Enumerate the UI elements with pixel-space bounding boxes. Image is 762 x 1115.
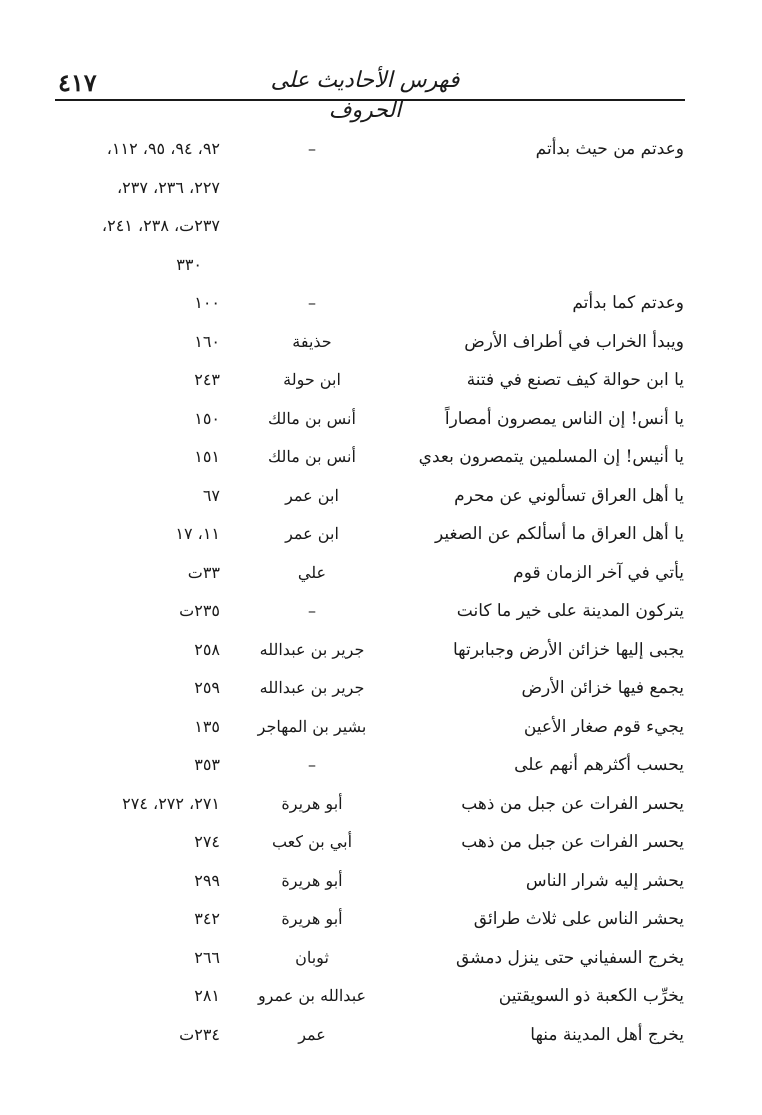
page-references: ٢٣٤ت (179, 1024, 220, 1044)
page-references: ١١، ١٧ (175, 524, 220, 543)
narrator: – (308, 755, 316, 774)
hadith-text: يا أنيس! إن المسلمين يتمصرون بعدي (418, 447, 684, 467)
index-entry (0, 900, 762, 939)
hadith-text: يخرج أهل المدينة منها (530, 1024, 684, 1045)
narrator: أنس بن مالك (268, 447, 356, 466)
narrator: أنس بن مالك (268, 408, 356, 428)
page-references: ٣٣ت (187, 562, 220, 582)
page-references: ٢٤٣ (194, 370, 220, 389)
hadith-text: يجيء قوم صغار الأعين (523, 716, 684, 737)
hadith-text: يحسر الفرات عن جبل من ذهب (461, 793, 684, 814)
hadith-text: يحشر الناس على ثلاث طرائق (473, 909, 684, 929)
index-entry (0, 284, 762, 323)
hadith-text: يا ابن حوالة كيف تصنع في فتنة (466, 370, 684, 390)
hadith-text: يخرِّب الكعبة ذو السويقتين (498, 986, 684, 1006)
page-references: ٢٧٤ (194, 832, 220, 851)
page-references: ١٥٠ (194, 408, 220, 428)
narrator: علي (297, 562, 327, 582)
narrator: جرير بن عبدالله (259, 639, 365, 659)
hadith-text: ويبدأ الخراب في أطراف الأرض (464, 331, 684, 352)
page-references: ٢٩٩ (194, 870, 220, 890)
hadith-text: وعدتم من حيث بدأتم (535, 139, 684, 159)
narrator: – (308, 293, 316, 312)
page-references: ٣٤٢ (194, 909, 220, 928)
narrator: أبو هريرة (281, 870, 343, 890)
index-entry (0, 862, 762, 901)
hadith-text: يا أنس! إن الناس يمصرون أمصاراً (444, 408, 684, 429)
reference-line: ٢٣٧ت، ٢٣٨، ٢٤١، (101, 216, 220, 235)
narrator: ابن حولة (283, 370, 341, 389)
page-references: ٢٧١، ٢٧٢، ٢٧٤ (122, 793, 220, 813)
hadith-text: يحسب أكثرهم أنهم على (514, 755, 684, 775)
reference-line: ٩٢، ٩٤، ٩٥، ١١٢، (106, 139, 220, 158)
narrator: ثوبان (295, 947, 329, 967)
narrator: أبو هريرة (281, 909, 343, 928)
index-entry (0, 1016, 762, 1055)
page-header (0, 0, 762, 123)
narrator: ابن عمر (285, 485, 339, 505)
page-references (55, 130, 220, 284)
index-table (0, 130, 762, 1054)
hadith-text: يحشر إليه شرار الناس (525, 870, 684, 891)
page-references: ١٣٥ (194, 716, 220, 736)
hadith-text: يجبى إليها خزائن الأرض وجبابرتها (452, 639, 684, 660)
hadith-text: يأتي في آخر الزمان قوم (513, 562, 684, 583)
index-entry (0, 939, 762, 978)
narrator: – (308, 139, 316, 158)
page-references: ٢٨١ (194, 986, 220, 1005)
index-entry (0, 361, 762, 400)
index-entry (0, 438, 762, 477)
index-entry (0, 785, 762, 824)
index-entry (0, 977, 762, 1016)
narrator: – (308, 601, 316, 620)
page-references: ٣٥٣ (194, 755, 220, 774)
index-entry (0, 477, 762, 516)
index-entry (0, 400, 762, 439)
reference-line: ٣٣٠ (176, 254, 202, 274)
index-entry (0, 323, 762, 362)
index-entry (0, 746, 762, 785)
index-entry (0, 631, 762, 670)
narrator: بشير بن المهاجر (257, 716, 367, 736)
page-references: ٢٣٥ت (179, 601, 220, 620)
index-entry (0, 669, 762, 708)
page-references: ١٥١ (194, 447, 220, 466)
reference-line: ٢٢٧، ٢٣٦، ٢٣٧، (116, 177, 220, 197)
narrator: جرير بن عبدالله (259, 678, 365, 697)
index-entry (0, 592, 762, 631)
index-entry (0, 130, 762, 284)
narrator: عبدالله بن عمرو (257, 986, 367, 1005)
hadith-text: يا أهل العراق ما أسألكم عن الصغير (434, 524, 684, 544)
page-references: ٢٥٨ (194, 639, 220, 659)
page-references: ٢٦٦ (194, 947, 220, 967)
page-references: ١٦٠ (194, 331, 220, 351)
page-references: ٦٧ (202, 485, 220, 505)
index-entry (0, 554, 762, 593)
narrator: عمر (298, 1024, 326, 1044)
header-rule (55, 99, 685, 101)
index-entry (0, 515, 762, 554)
narrator: أبي بن كعب (271, 832, 353, 851)
hadith-text: يا أهل العراق تسألوني عن محرم (454, 485, 684, 506)
page-references: ٢٥٩ (194, 678, 220, 697)
narrator: ابن عمر (285, 524, 339, 543)
hadith-text: يجمع فيها خزائن الأرض (521, 678, 684, 698)
narrator: حذيفة (292, 331, 332, 351)
page-number: ٤١٧ (58, 68, 97, 97)
hadith-text: يخرج السفياني حتى ينزل دمشق (456, 947, 684, 968)
narrator: أبو هريرة (281, 793, 343, 813)
running-title: فهرس الأحاديث على الحروف (270, 68, 460, 123)
hadith-text: يحسر الفرات عن جبل من ذهب (461, 832, 684, 852)
hadith-text: يتركون المدينة على خير ما كانت (456, 601, 684, 621)
index-entry (0, 708, 762, 747)
hadith-text: وعدتم كما بدأتم (572, 293, 684, 313)
index-entry (0, 823, 762, 862)
page-references: ١٠٠ (194, 293, 220, 312)
